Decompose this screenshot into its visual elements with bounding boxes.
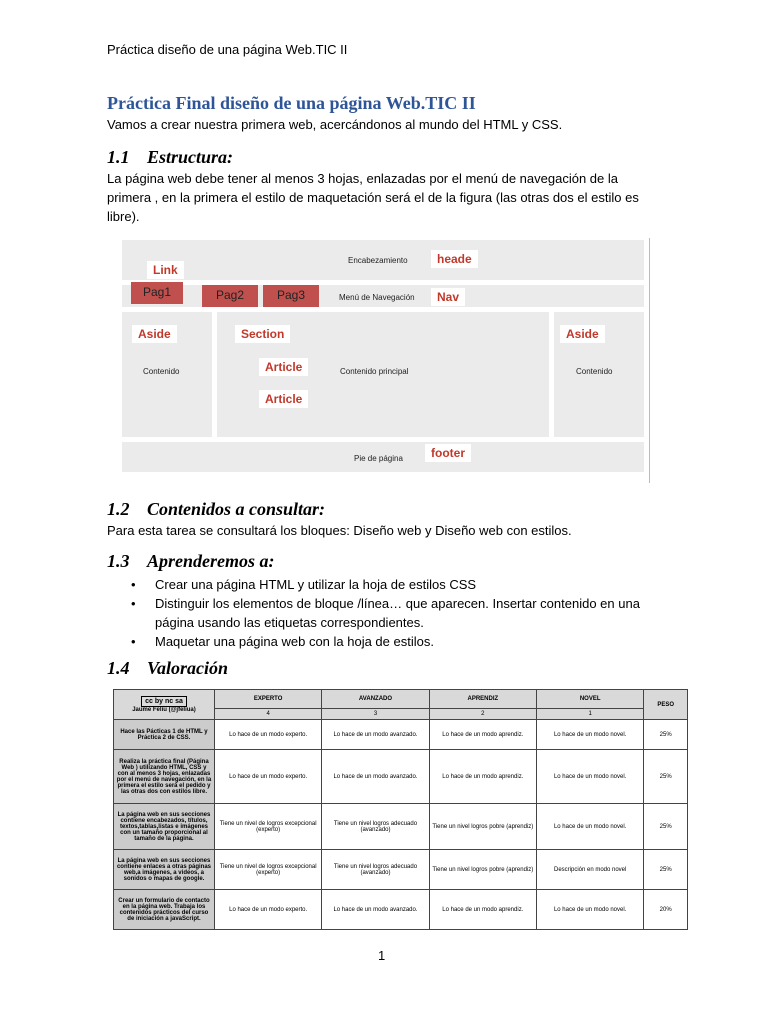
contenido-left-label: Contenido	[143, 367, 180, 376]
table-cell: Lo hace de un modo avanzado.	[322, 720, 429, 750]
table-cell: Lo hace de un modo experto.	[214, 750, 321, 804]
running-header: Práctica diseño de una página Web.TIC II	[107, 42, 348, 57]
criterion-cell: Crear un formulario de contacto en la página web. Trabaja los contenidos prácticos del curso de iniciación a javaScript.	[114, 890, 215, 930]
list-item: • Distinguir los elementos de bloque /línea… que aparecen. Insertar contenido en una página usando las etiquetas correspondientes.	[107, 594, 667, 632]
table-cell: Lo hace de un modo experto.	[214, 890, 321, 930]
criterion-cell: La página web en sus secciones contiene encabezados, títulos, textos,tablas,listas e imágenes con un tamaño proporcional al tamaño de la página.	[114, 804, 215, 850]
table-cell: Lo hace de un modo avanzado.	[322, 890, 429, 930]
table-cell: Descripción en modo novel	[537, 850, 644, 890]
aside-right-tag: Aside	[560, 325, 605, 343]
license-author: Jaume Feliu (@jfeliua)	[132, 707, 196, 713]
section-tag: Section	[235, 325, 290, 343]
article-tag-1: Article	[259, 358, 308, 376]
level-2: 2	[429, 709, 536, 720]
section-number: 1.2	[107, 499, 130, 519]
cc-license-badge: cc by nc sa	[141, 696, 187, 707]
table-cell: Tiene un nivel logros adecuado (avanzado)	[322, 850, 429, 890]
header-aprendiz: APRENDIZ	[429, 690, 536, 709]
table-row	[114, 850, 688, 890]
table-cell: Lo hace de un modo aprendiz.	[429, 890, 536, 930]
table-row	[114, 720, 688, 750]
estructura-text: La página web debe tener al menos 3 hojas, enlazadas por el menú de navegación de la primera , en la primera el estilo de maquetación será el de la figura (las otras dos el estilo es libre).	[107, 171, 639, 224]
section-title: Aprenderemos a:	[147, 551, 275, 571]
section-heading-contenidos	[107, 499, 325, 520]
page-number: 1	[378, 948, 386, 963]
section-title: Estructura:	[147, 147, 234, 167]
aside-left-tag: Aside	[132, 325, 177, 343]
level-3: 3	[322, 709, 429, 720]
table-cell: Lo hace de un modo aprendiz.	[429, 720, 536, 750]
section-number: 1.1	[107, 147, 130, 167]
encabezamiento-label: Encabezamiento	[348, 256, 408, 265]
pag1-button: Pag1	[131, 282, 183, 304]
table-cell: Lo hace de un modo experto.	[214, 720, 321, 750]
nav-tag: Nav	[431, 288, 465, 306]
table-row	[114, 804, 688, 850]
section-title: Contenidos a consultar:	[147, 499, 326, 519]
table-row	[114, 750, 688, 804]
table-cell: Tiene un nivel de logros excepcional (experto)	[214, 850, 321, 890]
license-cell	[114, 690, 215, 720]
header-experto: EXPERTO	[214, 690, 321, 709]
criterion-cell: La página web en sus secciones contiene enlaces a otras páginas web,a imágenes, a videos, a sonidos o mapas de google.	[114, 850, 215, 890]
table-cell: Tiene un nivel logros pobre (aprendiz)	[429, 804, 536, 850]
contenidos-text: Para esta tarea se consultará los bloques: Diseño web y Diseño web con estilos.	[107, 523, 572, 538]
section-number: 1.4	[107, 658, 130, 678]
section-number: 1.3	[107, 551, 130, 571]
header-avanzado: AVANZADO	[322, 690, 429, 709]
table-cell: Tiene un nivel de logros excepcional (experto)	[214, 804, 321, 850]
peso-cell: 25%	[644, 804, 688, 850]
link-tag: Link	[147, 261, 184, 279]
table-row	[114, 890, 688, 930]
menu-label: Menú de Navegación	[339, 293, 415, 302]
document-title: Práctica Final diseño de una página Web.TIC II	[107, 93, 476, 113]
list-item: • Crear una página HTML y utilizar la hoja de estilos CSS	[107, 575, 667, 594]
pag2-button: Pag2	[202, 285, 258, 307]
table-cell: Tiene un nivel logros pobre (aprendiz)	[429, 850, 536, 890]
table-cell: Lo hace de un modo novel.	[537, 750, 644, 804]
table-cell: Lo hace de un modo novel.	[537, 890, 644, 930]
table-cell: Lo hace de un modo aprendiz.	[429, 750, 536, 804]
heade-tag: heade	[431, 250, 478, 268]
list-item: • Maquetar una página web con la hoja de estilos.	[107, 632, 667, 651]
peso-cell: 25%	[644, 850, 688, 890]
table-cell: Tiene un nivel logros adecuado (avanzado)	[322, 804, 429, 850]
peso-cell: 20%	[644, 890, 688, 930]
table-cell: Lo hace de un modo novel.	[537, 720, 644, 750]
level-4: 4	[214, 709, 321, 720]
peso-cell: 25%	[644, 720, 688, 750]
rubric-table	[113, 689, 688, 930]
criterion-cell: Hace las Pácticas 1 de HTML y Práctica 2 de CSS.	[114, 720, 215, 750]
peso-cell: 25%	[644, 750, 688, 804]
learning-list	[107, 575, 667, 651]
level-1: 1	[537, 709, 644, 720]
criterion-cell: Realiza la práctica final (Página Web ) utilizando HTML, CSS y con al menos 3 hojas, enlazadas por el menú de navegación, en la primera el estilo será el pedido y las otras dos con estilos libre.	[114, 750, 215, 804]
contenido-right-label: Contenido	[576, 367, 613, 376]
contenido-principal-label: Contenido principal	[340, 367, 409, 376]
layout-figure	[113, 238, 650, 483]
header-peso: PESO	[644, 690, 688, 720]
table-cell: Lo hace de un modo avanzado.	[322, 750, 429, 804]
section-heading-aprenderemos	[107, 551, 275, 572]
table-cell: Lo hace de un modo novel.	[537, 804, 644, 850]
header-novel: NOVEL	[537, 690, 644, 709]
section-heading-estructura	[107, 147, 233, 168]
article-tag-2: Article	[259, 390, 308, 408]
pie-label: Pie de página	[354, 454, 403, 463]
pag3-button: Pag3	[263, 285, 319, 307]
section-title: Valoración	[147, 658, 229, 678]
section-heading-valoracion	[107, 658, 228, 679]
intro-text: Vamos a crear nuestra primera web, acercándonos al mundo del HTML y CSS.	[107, 117, 563, 132]
footer-tag: footer	[425, 444, 471, 462]
